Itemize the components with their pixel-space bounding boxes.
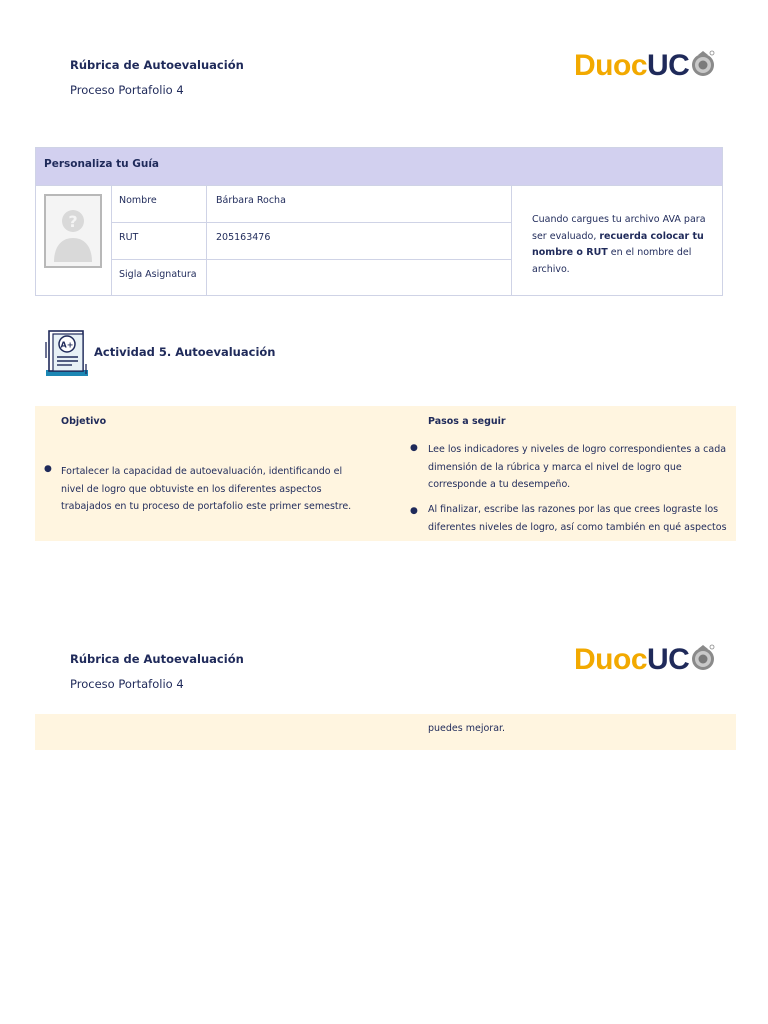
avatar-placeholder [44, 194, 102, 268]
note-text-bold: recuerda colocar tu nombre o RUT [532, 230, 704, 258]
steps-bullet-icon-1: ● [410, 443, 418, 453]
logo-uc-text: UC [647, 49, 690, 82]
row-nombre [111, 186, 511, 223]
note-text-end: en el nombre del archivo. [532, 247, 692, 275]
crest-icon [690, 50, 716, 78]
label-sigla: Sigla Asignatura [111, 260, 207, 296]
doc-subtitle-page-2: Proceso Portafolio 4 [70, 677, 184, 691]
logo-duoc-text: Duoc [574, 49, 647, 82]
steps-heading: Pasos a seguir [428, 416, 506, 427]
row-sigla [111, 260, 511, 296]
guide-table [35, 147, 723, 296]
photo-cell [36, 186, 112, 296]
doc-title-page-2: Rúbrica de Autoevaluación [70, 652, 244, 666]
doc-subtitle: Proceso Portafolio 4 [70, 83, 184, 97]
steps-item-2: Al finalizar, escribe las razones por las que crees lograste los diferentes niveles de logro, así como también en qué aspectos [428, 504, 727, 533]
rubric-grade-icon [44, 328, 90, 378]
steps-bullet-icon-2: ● [410, 506, 418, 516]
svg-text:A+: A+ [60, 340, 74, 350]
svg-text:?: ? [68, 212, 78, 231]
steps-item-1: Lee los indicadores y niveles de logro correspondientes a cada dimensión de la rúbrica y marca el nivel de logro que corresponde a tu desempeño. [428, 444, 727, 490]
guide-heading: Personaliza tu Guía [36, 148, 722, 186]
crest-icon [690, 644, 716, 672]
note-text-start: Cuando cargues tu archivo AVA para ser evaluado, [532, 214, 706, 242]
value-nombre[interactable]: Bárbara Rocha [216, 195, 286, 206]
logo-duoc-text: Duoc [574, 643, 647, 676]
activity-title: Actividad 5. Autoevaluación [94, 345, 276, 359]
doc-title: Rúbrica de Autoevaluación [70, 58, 244, 72]
upload-note [511, 186, 722, 296]
logo-uc-text: UC [647, 643, 690, 676]
objectives-panel-continued [35, 714, 736, 750]
value-rut[interactable]: 205163476 [216, 232, 271, 243]
duoc-uc-logo [574, 50, 716, 82]
value-sigla[interactable] [208, 260, 511, 314]
label-nombre: Nombre [111, 186, 207, 222]
activity-icon [44, 328, 90, 382]
duoc-uc-logo-page-2 [574, 644, 716, 676]
label-rut: RUT [111, 223, 207, 259]
objective-heading: Objetivo [61, 416, 107, 427]
row-rut [111, 223, 511, 260]
avatar-icon [46, 196, 100, 266]
steps-item-2-continued: puedes mejorar. [428, 723, 506, 734]
objective-bullet-icon: ● [44, 464, 52, 474]
objective-item: Fortalecer la capacidad de autoevaluación, identificando el nivel de logro que obtuviste en los diferentes aspectos trabajados en tu proceso de portafolio este primer semestre. [61, 466, 352, 512]
